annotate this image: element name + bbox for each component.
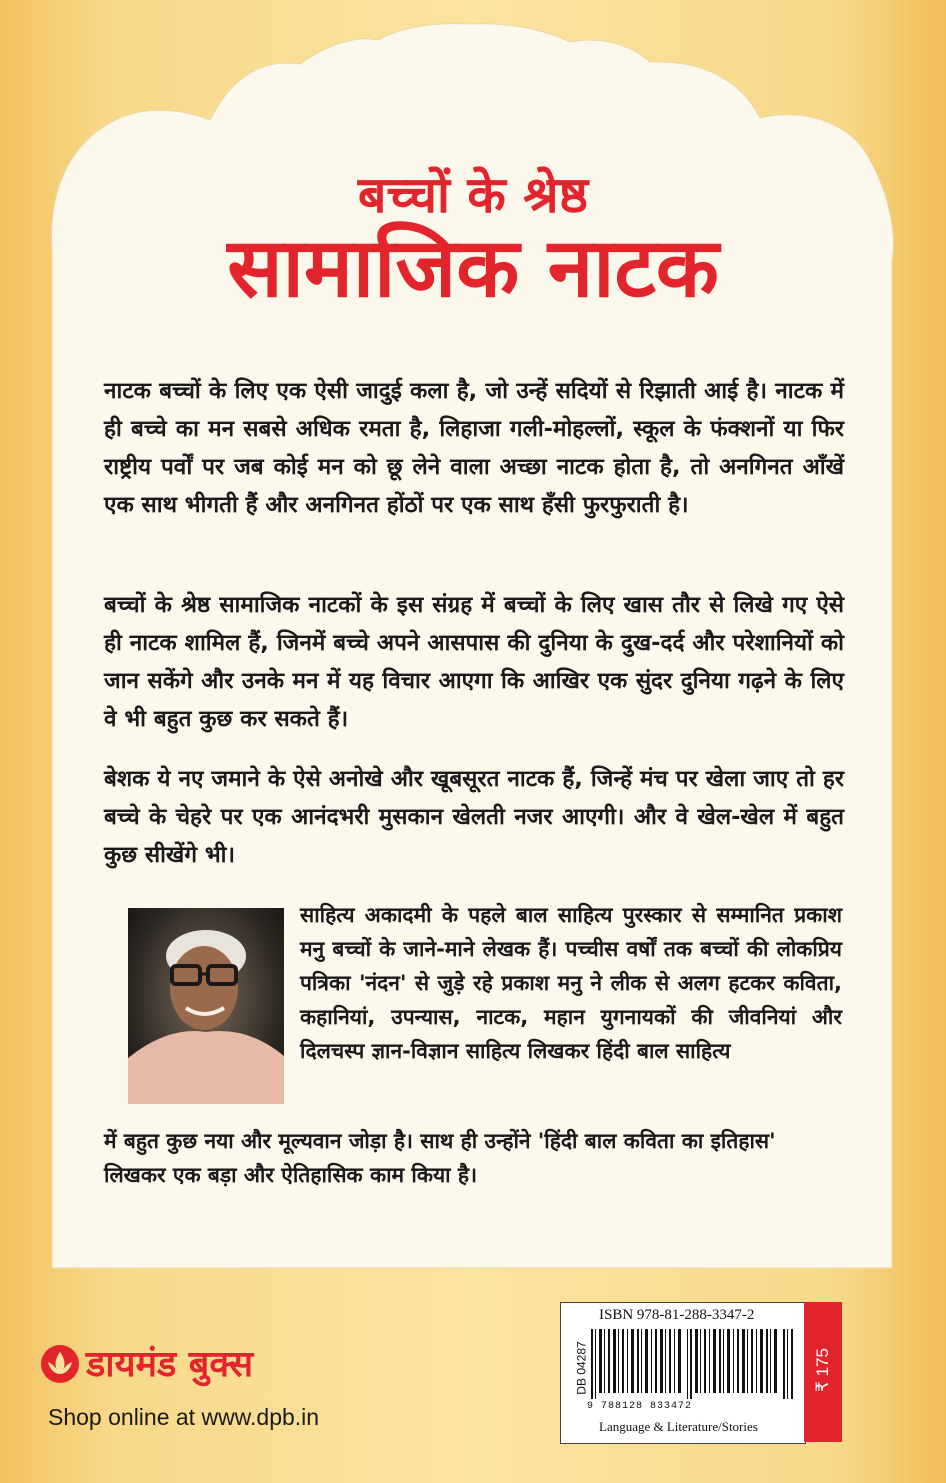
barcode-bars (591, 1329, 795, 1399)
price-strip (804, 1302, 842, 1442)
author-bio-continued: में बहुत कुछ नया और मूल्यवान जोड़ा है। साथ ही उन्होंने 'हिंदी बाल कविता का इतिहास' लिखकर एक बड़ा और ऐतिहासिक काम किया है। (104, 1129, 776, 1187)
author-bio-beside-photo: साहित्य अकादमी के पहले बाल साहित्य पुरस्कार से सम्मानित प्रकाश मनु बच्चों के जाने-माने लेखक हैं। पच्चीस वर्षों तक बच्चों की लोकप्रिय पत्रिका 'नंदन' से जुड़े रहे प्रकाश मनु ने लीक से अलग हटकर कविता, कहानियां, उपन्यास, नाटक, महान युगनायकों की जीवनियां और दिलचस्प ज्ञान-विज्ञान साहित्य लिखकर हिंदी बाल साहित्य (300, 903, 842, 1063)
barcode-digits: 9 788128 833472 (587, 1401, 693, 1412)
barcode-box (560, 1302, 806, 1444)
book-category: Language & Literature/Stories (599, 1419, 758, 1434)
author-photo (128, 908, 284, 1104)
price: ₹ 175 (813, 1348, 832, 1392)
book-title-line-1: बच्चों के श्रेष्ठ (357, 166, 589, 224)
db-code: DB 04287 (574, 1341, 589, 1395)
description-paragraph-3: बेशक ये नए जमाने के ऐसे अनोखे और खूबसूरत नाटक हैं, जिन्हें मंच पर खेला जाए तो हर बच्चे के चेहरे पर एक आनंदभरी मुसकान खेलती नजर आएगी। और वे खेल-खेल में बहुत कुछ सीखेंगे भी। (104, 766, 844, 868)
isbn-number: ISBN 978-81-288-3347-2 (599, 1307, 755, 1323)
book-title-line-2: सामाजिक नाटक (227, 221, 719, 316)
description-paragraph-1: नाटक बच्चों के लिए एक ऐसी जादुई कला है, जो उन्हें सदियों से रिझाती आई है। नाटक में ही बच्चे का मन सबसे अधिक रमता है, लिहाजा गली-मोहल्लों, स्कूल के फंक्शनों या फिर राष्ट्रीय पर्वों पर जब कोई मन को छू लेने वाला अच्छा नाटक होता है, तो अनगिनत आँखें एक साथ भीगती हैं और अनगिनत होंठों पर एक साथ हँसी फुरफुराती है। (104, 378, 844, 518)
lotus-logo-icon (40, 1344, 80, 1384)
shop-online-link[interactable]: Shop online at www.dpb.in (48, 1404, 320, 1430)
description-paragraph-2: बच्चों के श्रेष्ठ सामाजिक नाटकों के इस संग्रह में बच्चों के लिए खास तौर से लिखे गए ऐसे ही नाटक शामिल हैं, जिनमें बच्चे अपने आसपास की दुनिया के दुख-दर्द और परेशानियों को जान सकेंगे और उनके मन में यह विचार आएगा कि आखिर एक सुंदर दुनिया गढ़ने के लिए वे भी बहुत कुछ कर सकते हैं। (104, 592, 844, 732)
publisher-name: डायमंड बुक्स (86, 1344, 254, 1385)
